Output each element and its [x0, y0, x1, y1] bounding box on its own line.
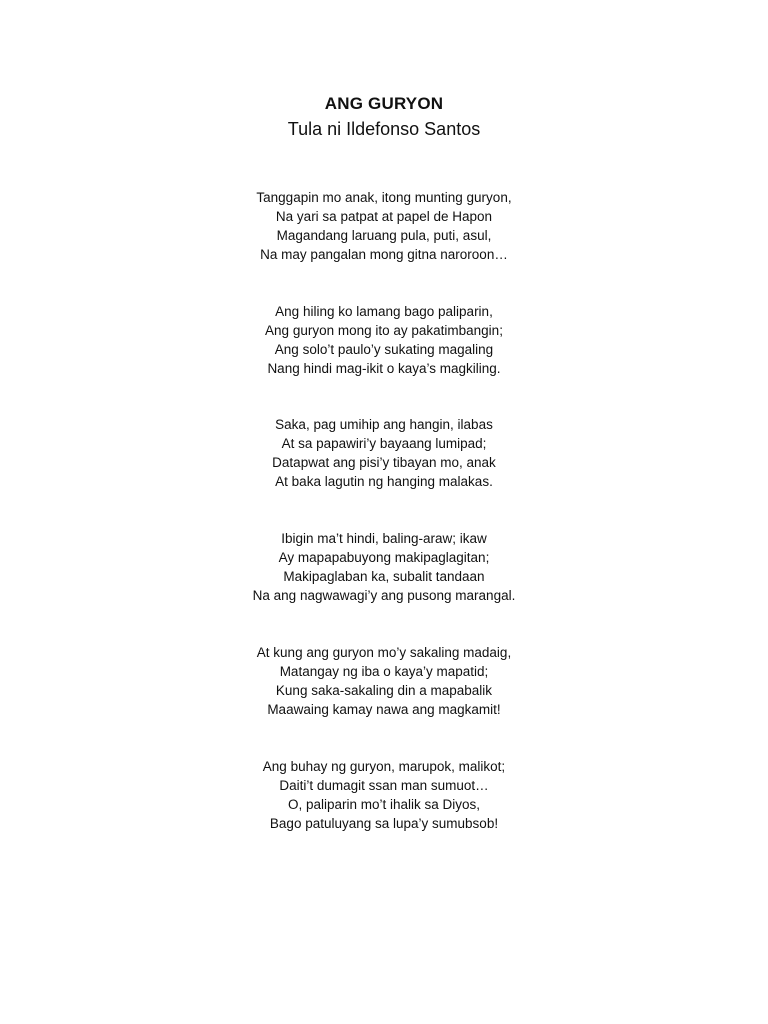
stanza-4 — [0, 529, 768, 605]
poem-line: At kung ang guryon mo’y sakaling madaig, — [256, 645, 512, 660]
poem-line: Daiti’t dumagit ssan man sumuot… — [279, 778, 489, 793]
poem-line: Ibigin ma’t hindi, baling-araw; ikaw — [281, 531, 487, 546]
poem-line: Kung saka-sakaling din a mapabalik — [275, 683, 493, 698]
poem-line: Makipaglaban ka, subalit tandaan — [283, 569, 485, 584]
poem-title: ANG GURYON — [324, 94, 444, 113]
poem-line: Nang hindi mag-ikit o kaya’s magkiling. — [267, 361, 501, 376]
poem-line: At baka lagutin ng hanging malakas. — [275, 474, 493, 489]
poem-line: Maawaing kamay nawa ang magkamit! — [267, 702, 501, 717]
poem-author-line: Tula ni Ildefonso Santos — [287, 119, 481, 139]
poem-line: Ay mapapabuyong makipaglagitan; — [278, 550, 490, 565]
poem-line: Datapwat ang pisi’y tibayan mo, anak — [272, 455, 496, 470]
poem-line: Na ang nagwawagi’y ang pusong marangal. — [252, 588, 516, 603]
poem-line: Magandang laruang pula, puti, asul, — [276, 228, 492, 243]
poem-line: Matangay ng iba o kaya’y mapatid; — [279, 664, 489, 679]
poem-line: At sa papawiri’y bayaang lumipad; — [281, 436, 487, 451]
poem-line: Tanggapin mo anak, itong munting guryon, — [256, 190, 512, 205]
poem-line: O, paliparin mo’t ihalik sa Diyos, — [287, 797, 481, 812]
poem-line: Bago patuluyang sa lupa’y sumubsob! — [269, 816, 499, 831]
stanza-3 — [0, 415, 768, 491]
poem-line: Ang buhay ng guryon, marupok, malikot; — [262, 759, 506, 774]
stanza-2 — [0, 302, 768, 378]
poem-line: Na may pangalan mong gitna naroroon… — [260, 247, 508, 262]
poem-line: Na yari sa patpat at papel de Hapon — [275, 209, 493, 224]
poem-line: Ang hiling ko lamang bago paliparin, — [275, 304, 493, 319]
poem-line: Saka, pag umihip ang hangin, ilabas — [275, 417, 493, 432]
poem-line: Ang guryon mong ito ay pakatimbangin; — [265, 323, 503, 338]
stanza-6 — [0, 757, 768, 833]
poem-line: Ang solo’t paulo’y sukating magaling — [274, 342, 494, 357]
stanza-1 — [0, 188, 768, 264]
stanza-5 — [0, 643, 768, 719]
